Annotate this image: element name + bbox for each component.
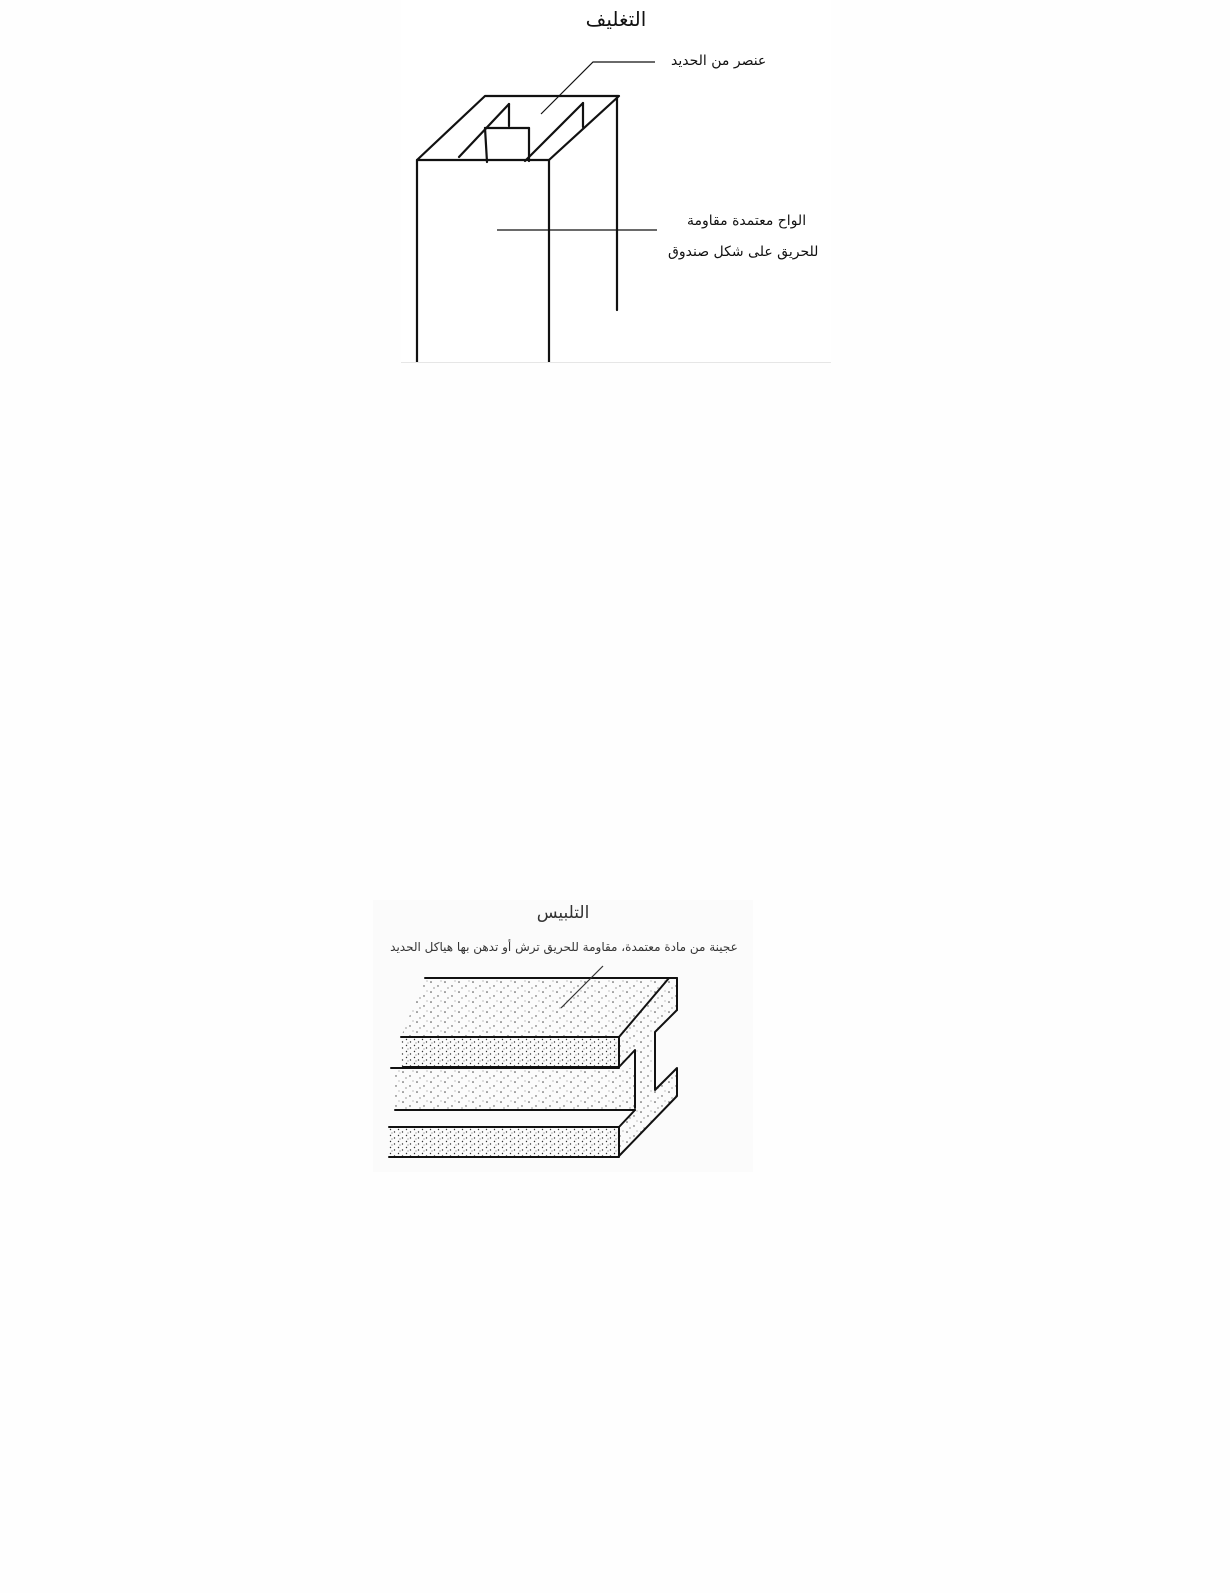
boards-label-line2: للحريق على شكل صندوق bbox=[668, 244, 819, 260]
boards-label-line1: الواح معتمدة مقاومة bbox=[687, 213, 807, 229]
encasing-drawing bbox=[401, 0, 831, 362]
encasing-title: التغليف bbox=[585, 7, 647, 31]
paste-label: عجينة من مادة معتمدة، مقاومة للحريق ترش أو تدهن بها هياكل الحديد bbox=[390, 940, 738, 954]
coating-figure bbox=[373, 900, 753, 1172]
coating-title: التلبيس bbox=[536, 903, 590, 923]
steel-member-label: عنصر من الحديد bbox=[671, 53, 767, 69]
encasing-figure bbox=[401, 0, 831, 363]
